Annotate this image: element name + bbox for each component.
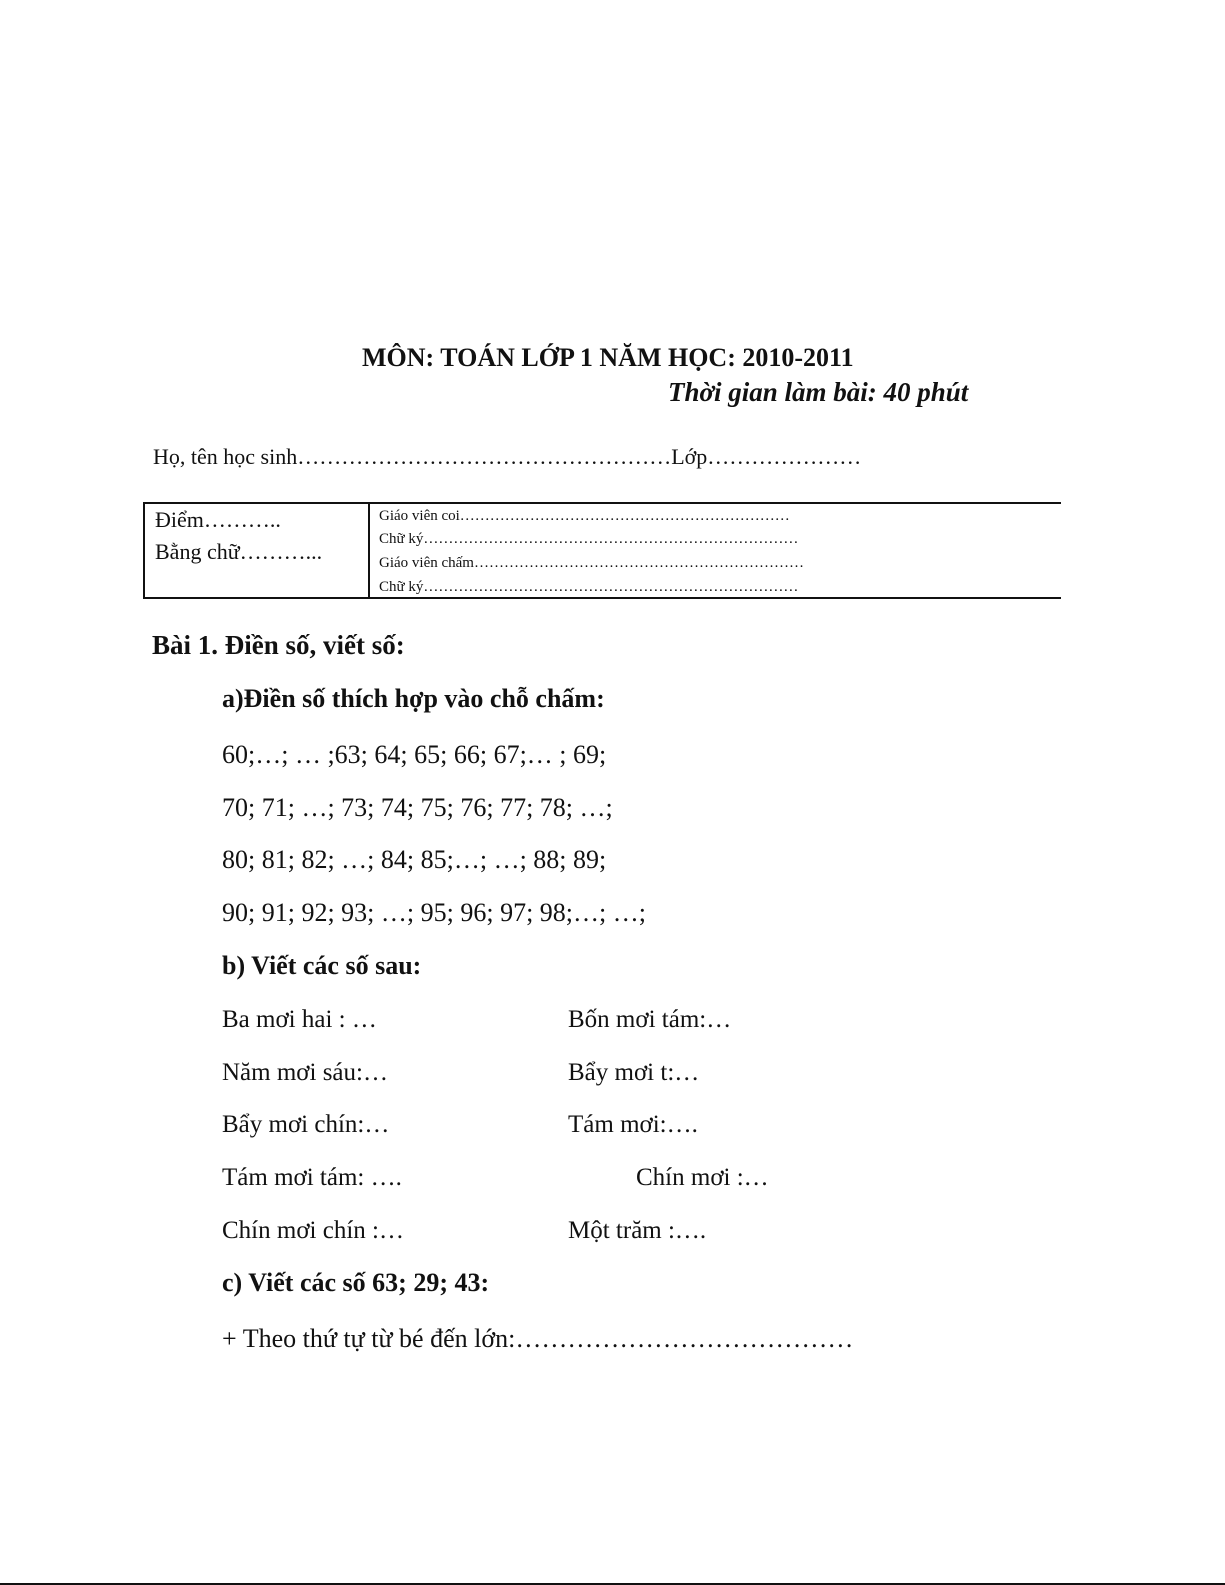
student-info-line: Họ, tên học sinh……………………………………………Lớp………………… [153,444,862,469]
number-word-item: Năm mơi sáu:… [222,1059,388,1086]
grade-box-divider [368,504,370,597]
score-field: Điểm……….. [155,507,281,532]
exam-duration: Thời gian làm bài: 40 phút [668,377,969,407]
number-word-item: Tám mơi tám: …. [222,1164,402,1191]
number-word-item: Chín mơi :… [636,1164,769,1191]
number-word-item: Bốn mơi tám:… [568,1006,732,1033]
proctor-teacher-field: Giáo viên coi………………………………………………………… [379,508,790,524]
number-word-item: Bẩy mơi chín:… [222,1111,390,1138]
sequence-line: 60;…; … ;63; 64; 65; 66; 67;… ; 69; [222,740,607,769]
number-word-item: Một trăm :…. [568,1217,707,1244]
number-word-item: Tám mơi:…. [568,1111,698,1138]
part-c-title: c) Viết các số 63; 29; 43: [222,1268,490,1297]
number-word-item: Bẩy mơi t:… [568,1059,700,1086]
number-word-item: Ba mơi hai : … [222,1006,377,1033]
part-a-title: a)Điền số thích hợp vào chỗ chấm: [222,684,605,713]
exercise-1-title: Bài 1. Điền số, viết số: [152,630,405,660]
sequence-line: 70; 71; …; 73; 74; 75; 76; 77; 78; …; [222,793,613,822]
sequence-line: 80; 81; 82; …; 84; 85;…; …; 88; 89; [222,845,607,874]
ascending-order-line: + Theo thứ tự từ bé đến lớn:………………………………… [222,1324,854,1353]
proctor-signature-field: Chữ ký………………………………………………………………… [379,531,799,547]
grader-teacher-field: Giáo viên chấm………………………………………………………… [379,555,804,571]
part-b-title: b) Viết các số sau: [222,951,422,980]
sequence-line: 90; 91; 92; 93; …; 95; 96; 97; 98;…; …; [222,898,646,927]
exam-title: MÔN: TOÁN LỚP 1 NĂM HỌC: 2010-2011 [362,343,854,372]
number-word-item: Chín mơi chín :… [222,1217,404,1244]
grader-signature-field: Chữ ký………………………………………………………………… [379,579,799,595]
grade-box [143,502,1061,599]
score-in-words-field: Bằng chữ………... [155,539,323,564]
